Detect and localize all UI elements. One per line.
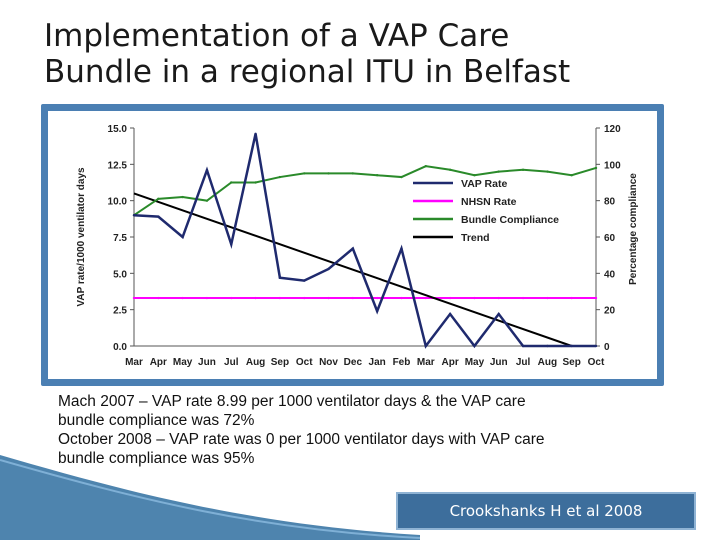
x-tick-label: Feb [392,357,411,368]
x-tick-label: May [464,357,485,368]
bundle-compliance-point [327,172,329,174]
y-tick-label-right: 100 [604,160,621,172]
bundle-compliance-point [400,176,402,178]
y-tick-label-right: 40 [604,269,616,281]
vap-rate-point [522,345,524,347]
x-tick-label: Nov [319,357,338,368]
caption-line-3: October 2008 – VAP rate was 0 per 1000 ventilator days with VAP care [58,431,545,448]
x-tick-label: Aug [537,357,558,368]
bundle-compliance-point [522,169,524,171]
chart-area [48,111,657,379]
bundle-compliance-point [181,196,183,198]
nhsn-rate-point [522,297,524,299]
y-axis-title-right: Percentage compliance [628,173,639,285]
x-tick-label: Jun [198,357,216,368]
x-tick-label: Oct [587,357,605,368]
slide-title [44,18,704,90]
x-tick-label: Jun [489,357,508,368]
decorative-swoosh [0,430,420,540]
vap-rate-point [254,133,256,135]
y-tick-label-right: 20 [604,305,616,317]
title-line-1: Implementation of a VAP Care [44,18,510,54]
legend-label: NHSN Rate [461,196,517,208]
x-tick-label: Apr [441,357,459,368]
vap-rate-point [570,345,572,347]
citation-box: Crookshanks H et al 2008 [396,492,696,530]
vap-chart [48,111,657,379]
x-tick-label: Dec [343,357,363,368]
x-tick-label: Mar [125,357,143,368]
vap-rate-point [352,247,354,249]
x-tick-label: Jul [515,357,531,368]
chart-frame [41,104,664,386]
y-tick-label-left: 12.5 [107,160,127,172]
bundle-compliance-point [498,170,500,172]
title-line-2: Bundle in a regional ITU in Belfast [44,54,571,90]
vap-rate-point [473,345,475,347]
y-tick-label-left: 7.5 [113,233,127,244]
vap-rate-point [498,313,500,315]
bundle-compliance-point [352,172,354,174]
nhsn-rate-point [425,297,427,299]
nhsn-rate-point [449,297,451,299]
nhsn-rate-point [254,297,256,299]
bundle-compliance-point [206,199,208,201]
x-tick-label: Jan [368,357,386,368]
bundle-compliance-point [279,176,281,178]
y-tick-label-left: 15.0 [107,124,127,135]
x-tick-label: Mar [416,357,435,368]
vap-rate-point [181,236,183,238]
y-tick-label-left: 0.0 [113,342,127,353]
y-tick-label-right: 80 [604,196,616,208]
bundle-compliance-point [303,172,305,174]
bundle-compliance-point [425,165,427,167]
bundle-compliance-point [473,174,475,176]
nhsn-rate-point [206,297,208,299]
legend-label: VAP Rate [461,178,508,190]
vap-rate-line [134,134,596,346]
vap-rate-point [327,268,329,270]
vap-rate-point [425,345,427,347]
vap-rate-point [400,247,402,249]
bundle-compliance-point [546,170,548,172]
vap-rate-point [546,345,548,347]
nhsn-rate-point [279,297,281,299]
bundle-compliance-point [254,181,256,183]
nhsn-rate-point [498,297,500,299]
vap-rate-point [376,310,378,312]
vap-rate-point [230,243,232,245]
x-tick-label: Sep [562,357,581,368]
caption-line-1: Mach 2007 – VAP rate 8.99 per 1000 ventilator days & the VAP care [58,393,526,410]
nhsn-rate-point [400,297,402,299]
bundle-compliance-point [570,174,572,176]
x-tick-label: Aug [245,357,266,368]
bundle-compliance-point [157,198,159,200]
nhsn-rate-point [133,297,135,299]
nhsn-rate-point [157,297,159,299]
x-tick-label: Apr [149,357,167,368]
y-tick-label-right: 0 [604,342,610,353]
bundle-compliance-point [376,174,378,176]
legend-label: Trend [461,232,490,244]
caption-line-2: bundle compliance was 72% [58,412,255,429]
bundle-compliance-point [230,181,232,183]
bundle-compliance-point [449,169,451,171]
nhsn-rate-point [352,297,354,299]
nhsn-rate-point [570,297,572,299]
x-tick-label: May [172,357,193,368]
vap-rate-point [133,214,135,216]
nhsn-rate-point [303,297,305,299]
nhsn-rate-point [327,297,329,299]
vap-rate-point [595,345,597,347]
nhsn-rate-point [473,297,475,299]
nhsn-rate-point [595,297,597,299]
vap-rate-point [206,169,208,171]
nhsn-rate-point [230,297,232,299]
y-tick-label-left: 10.0 [107,196,127,208]
x-tick-label: Sep [270,357,290,368]
vap-rate-point [157,215,159,217]
y-tick-label-left: 2.5 [113,305,127,317]
y-tick-label-right: 60 [604,233,616,244]
y-axis-title-left: VAP rate/1000 ventilator days [76,167,87,307]
legend-label: Bundle Compliance [461,214,560,226]
y-tick-label-right: 120 [604,124,621,135]
vap-rate-point [303,279,305,281]
x-tick-label: Oct [295,357,313,368]
nhsn-rate-point [546,297,548,299]
x-tick-label: Jul [224,357,239,368]
vap-rate-point [279,276,281,278]
bundle-compliance-point [595,167,597,169]
nhsn-rate-point [181,297,183,299]
bundle-compliance-line [134,166,596,215]
nhsn-rate-point [376,297,378,299]
y-tick-label-left: 5.0 [113,269,127,281]
vap-rate-point [449,313,451,315]
caption-line-4: bundle compliance was 95% [58,450,255,467]
